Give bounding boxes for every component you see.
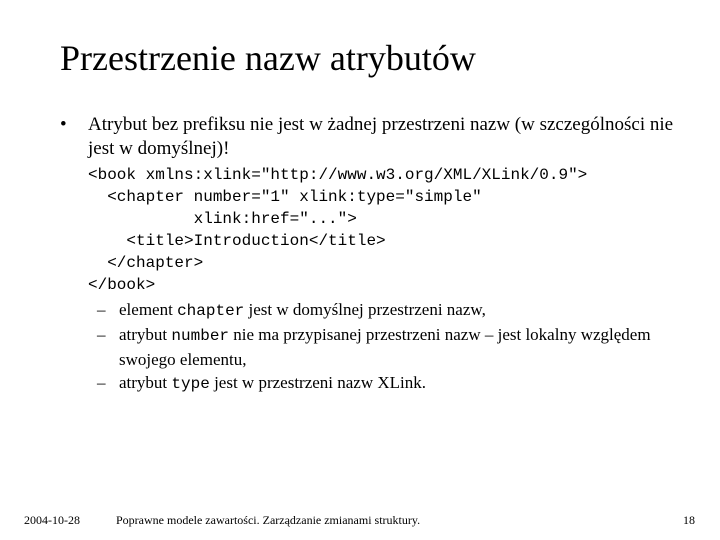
code-line: </book>: [88, 276, 156, 294]
subbullet-item: [97, 298, 677, 323]
bullet-marker: •: [60, 114, 67, 135]
subbullet-item: [97, 323, 677, 371]
subbullet-text: atrybut number nie ma przypisanej przestrzeni nazw – jest lokalny względem swojego elementu,: [119, 325, 651, 369]
dash-marker: –: [97, 300, 106, 319]
dash-marker: –: [97, 373, 106, 392]
subbullet-text: element chapter jest w domyślnej przestrzeni nazw,: [119, 300, 486, 320]
bullet-text: Atrybut bez prefiksu nie jest w żadnej przestrzeni nazw (w szczególności nie jest w domyślnej)!: [88, 114, 674, 159]
footer-page-number: 18: [683, 513, 695, 527]
inline-code: number: [171, 327, 230, 345]
footer-caption: Poprawne modele zawartości. Zarządzanie zmianami struktury.: [116, 513, 421, 527]
code-line: <chapter number="1" xlink:type="simple": [88, 188, 482, 206]
subbullet-item: [97, 371, 677, 396]
footer-date: 2004-10-28: [24, 513, 80, 527]
code-line: <book xmlns:xlink="http://www.w3.org/XML/XLink/0.9">: [88, 166, 588, 184]
code-line: <title>Introduction</title>: [88, 232, 386, 250]
slide-title: Przestrzenie nazw atrybutów: [60, 38, 476, 78]
inline-code: type: [171, 375, 210, 393]
inline-code: chapter: [177, 302, 245, 320]
subbullet-text: atrybut type jest w przestrzeni nazw XLink.: [119, 373, 427, 393]
dash-marker: –: [97, 325, 106, 344]
code-line: </chapter>: [88, 254, 204, 272]
code-line: xlink:href="...">: [88, 210, 357, 228]
bullet-item: [60, 113, 680, 161]
